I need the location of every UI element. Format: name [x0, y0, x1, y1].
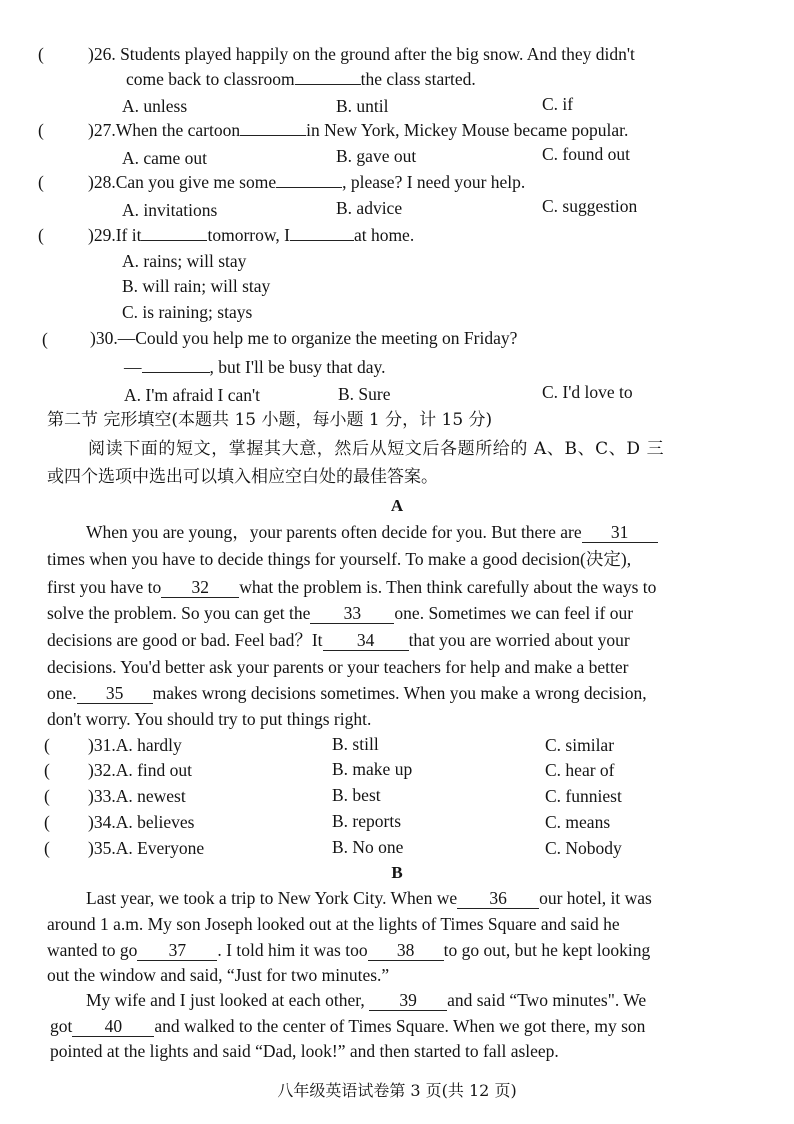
option-c: C. is raining; stays [122, 302, 253, 322]
question-number: )31. [88, 735, 116, 755]
question-text: tomorrow, I [207, 225, 290, 245]
question-text: the class started. [360, 69, 476, 89]
option-a: A. believes [115, 812, 195, 832]
answer-blank [276, 187, 342, 188]
passage-text: what the problem is. Then think carefully about the ways to [239, 577, 657, 597]
option-c: C. Nobody [545, 838, 622, 858]
instruction: 阅读下面的短文，掌握其大意，然后从短文后各题所给的 A、B、C、D 三 [88, 439, 665, 459]
passage-text: Last year, we took a trip to New York City. When we [86, 888, 458, 908]
question-28 [88, 170, 525, 195]
section-title: 第二节 完形填空(本题共 15 小题，每小题 1 分，计 15 分) [47, 410, 493, 430]
option-row-34 [88, 810, 194, 835]
passage-text: . I told him it was too [217, 940, 368, 960]
passage-line: times when you have to decide things for yourself. To make a good decision(决定), [47, 549, 632, 569]
option-c: C. similar [545, 735, 615, 755]
option-a: A. invitations [122, 200, 218, 220]
option-row-31 [88, 733, 182, 758]
passage-line [86, 520, 658, 545]
question-29 [88, 223, 414, 248]
answer-paren[interactable]: ( [38, 120, 44, 140]
passage-line [86, 886, 652, 911]
question-number: )32. [88, 760, 116, 780]
option-c: C. I'd love to [542, 382, 633, 402]
answer-blank: 31 [582, 523, 658, 543]
passage-text: one. Sometimes we can feel if our [394, 603, 634, 623]
option-b: B. reports [332, 811, 402, 831]
passage-line: decisions. You'd better ask your parents or your teachers for help and make a better [47, 657, 629, 677]
passage-text: that you are worried about your [408, 630, 630, 650]
option-row-32 [88, 758, 192, 783]
question-30 [90, 326, 517, 351]
answer-blank [295, 84, 361, 85]
answer-paren[interactable]: ( [44, 812, 50, 832]
question-number: )35. [88, 838, 116, 858]
answer-blank: 39 [369, 991, 447, 1011]
answer-blank: 36 [457, 889, 539, 909]
question-number: )29. [88, 225, 116, 245]
question-number: )26. [88, 44, 116, 64]
option-b: B. until [336, 96, 389, 116]
option-b: B. No one [332, 837, 404, 857]
option-b: B. advice [336, 198, 403, 218]
answer-blank [240, 135, 306, 136]
answer-blank: 32 [161, 578, 239, 598]
answer-blank: 34 [323, 631, 409, 651]
passage-line: out the window and said, “Just for two minutes.” [47, 965, 390, 985]
question-26-cont [126, 67, 476, 92]
answer-blank [141, 240, 207, 241]
option-a: A. I'm afraid I can't [124, 385, 261, 405]
passage-line [47, 601, 633, 626]
passage-text: When you are young，your parents often decide for you. But there are [86, 522, 582, 542]
option-c: C. means [545, 812, 611, 832]
question-number: )33. [88, 786, 116, 806]
option-c: C. funniest [545, 786, 622, 806]
passage-text: to go out, but he kept looking [443, 940, 651, 960]
passage-text: makes wrong decisions sometimes. When you make a wrong decision, [152, 683, 647, 703]
answer-paren[interactable]: ( [44, 786, 50, 806]
answer-paren[interactable]: ( [44, 735, 50, 755]
option-c: C. hear of [545, 760, 615, 780]
passage-text: one. [47, 683, 77, 703]
answer-blank [142, 372, 210, 373]
instruction: 或四个选项中选出可以填入相应空白处的最佳答案。 [47, 467, 438, 487]
passage-text: got [50, 1016, 73, 1036]
answer-blank: 35 [77, 684, 153, 704]
option-a: A. unless [122, 96, 188, 116]
option-b: B. gave out [336, 146, 417, 166]
option-a: A. rains; will stay [122, 251, 247, 271]
answer-blank: 38 [368, 941, 444, 961]
question-text: If it [115, 225, 142, 245]
question-text: When the cartoon [115, 120, 241, 140]
option-b: B. make up [332, 759, 413, 779]
answer-paren[interactable]: ( [38, 172, 44, 192]
option-c: C. found out [542, 144, 630, 164]
passage-line [50, 1014, 645, 1039]
passage-line [86, 988, 646, 1013]
passage-text: our hotel, it was [539, 888, 652, 908]
passage-text: My wife and I just looked at each other, [86, 990, 365, 1010]
option-b: B. still [332, 734, 379, 754]
option-c: C. if [542, 94, 574, 114]
answer-blank: 33 [310, 604, 394, 624]
question-text: — [124, 357, 142, 377]
question-26 [88, 42, 635, 67]
option-b: B. best [332, 785, 381, 805]
question-text: —Could you help me to organize the meeting on Friday? [117, 328, 518, 348]
option-b: B. will rain; will stay [122, 276, 271, 296]
passage-text: first you have to [47, 577, 162, 597]
passage-line: pointed at the lights and said “Dad, look!” and then started to fall asleep. [50, 1041, 559, 1061]
question-text: , please? I need your help. [342, 172, 526, 192]
question-number: )30. [90, 328, 118, 348]
answer-paren[interactable]: ( [42, 329, 48, 349]
passage-text: wanted to go [47, 940, 138, 960]
passage-heading: A [390, 496, 404, 515]
passage-line: don't worry. You should try to put things right. [47, 709, 372, 729]
answer-paren[interactable]: ( [38, 225, 44, 245]
passage-line [47, 938, 650, 963]
passage-line [47, 628, 630, 653]
question-text: in New York, Mickey Mouse became popular. [306, 120, 629, 140]
answer-blank: 40 [72, 1017, 154, 1037]
passage-line [47, 681, 647, 706]
question-text: Can you give me some [115, 172, 277, 192]
passage-text: decisions are good or bad. Feel bad？It [47, 630, 323, 650]
question-text: , but I'll be busy that day. [209, 357, 386, 377]
page-footer: 八年级英语试卷第 3 页(共 12 页) [277, 1081, 517, 1100]
question-text: Students played happily on the ground after the big snow. And they didn't [120, 44, 635, 64]
option-row-33 [88, 784, 186, 809]
option-a: A. hardly [115, 735, 182, 755]
question-number: )34. [88, 812, 116, 832]
question-30-cont [124, 355, 386, 380]
question-number: )27. [88, 120, 116, 140]
passage-heading: B [391, 863, 403, 882]
question-text: at home. [353, 225, 415, 245]
question-number: )28. [88, 172, 116, 192]
option-a: A. newest [115, 786, 186, 806]
answer-paren[interactable]: ( [38, 44, 44, 64]
option-c: C. suggestion [542, 196, 638, 216]
answer-paren[interactable]: ( [44, 760, 50, 780]
option-row-35 [88, 836, 204, 861]
question-27 [88, 118, 628, 143]
answer-paren[interactable]: ( [44, 838, 50, 858]
option-a: A. find out [115, 760, 193, 780]
passage-line: around 1 a.m. My son Joseph looked out at the lights of Times Square and said he [47, 914, 620, 934]
option-a: A. Everyone [115, 838, 205, 858]
passage-text: solve the problem. So you can get the [47, 603, 311, 623]
question-text: come back to classroom [126, 69, 295, 89]
option-a: A. came out [122, 148, 208, 168]
passage-text: and said “Two minutes". We [447, 990, 647, 1010]
option-b: B. Sure [338, 384, 391, 404]
answer-blank [290, 240, 354, 241]
passage-line [47, 575, 656, 600]
answer-blank: 37 [137, 941, 217, 961]
passage-text: and walked to the center of Times Square. When we got there, my son [154, 1016, 646, 1036]
